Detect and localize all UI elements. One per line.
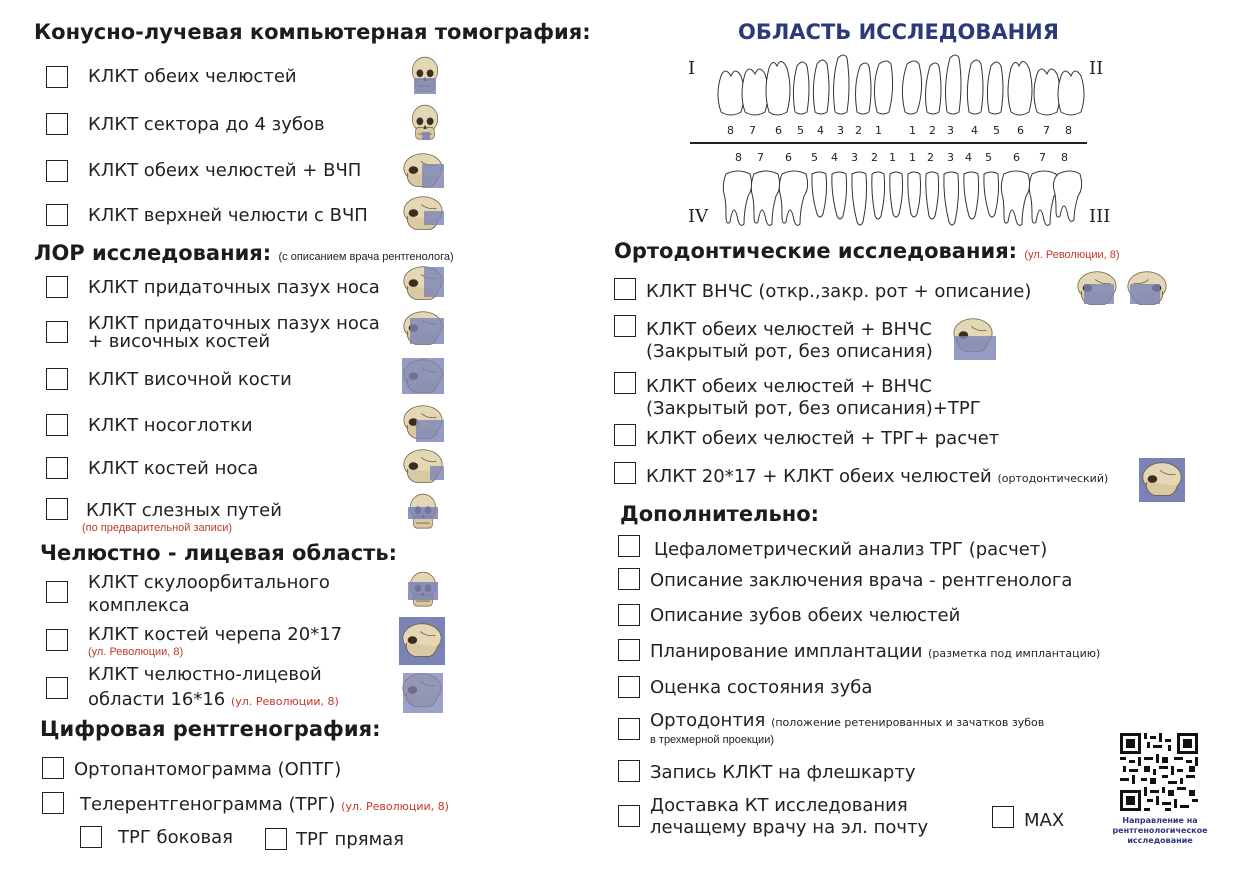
skull-side-icon [400, 263, 446, 305]
skull-side-icon [399, 667, 445, 715]
ent-title: ЛОР исследования: (с описанием врача рентгенолога) [34, 241, 454, 265]
checkbox-skull-bones[interactable] [46, 629, 68, 651]
tooth-31 [908, 172, 921, 217]
extra-item-4: Планирование имплантации (разметка под имплантацию) [650, 641, 1101, 662]
checkbox-ent-nasopharynx[interactable] [46, 414, 68, 436]
orth-note-1: (положение ретенированных и зачатков зубов [771, 716, 1045, 729]
checkbox-cbct-20x17-ortho[interactable] [614, 462, 636, 484]
extra-item-2: Описание заключения врача - рентгенолога [650, 570, 1073, 591]
skull-side-icon [400, 402, 446, 444]
ent-item-3: КЛКТ височной кости [88, 369, 292, 390]
skull-side-icon [400, 193, 446, 235]
tooth-11 [874, 61, 892, 114]
skull-side-icon [400, 446, 446, 488]
checkbox-teeth-description[interactable] [618, 604, 640, 626]
checkbox-tmj[interactable] [614, 278, 636, 300]
maxfac-item-3b: области 16*16 (ул. Революции, 8) [88, 689, 339, 710]
ent-item-1: КЛКТ придаточных пазух носа [88, 277, 380, 298]
extra-item-8b: лечащему врачу на эл. почту [650, 817, 929, 838]
ortho-title: Ортодонтические исследования: (ул. Революции, 8) [614, 239, 1120, 263]
maxfac-addr-2: (ул. Революции, 8) [231, 695, 339, 708]
checkbox-trg[interactable] [42, 792, 64, 814]
tooth-32 [926, 172, 939, 219]
skull-front-icon [408, 102, 442, 144]
ortho-addr: (ул. Революции, 8) [1024, 249, 1120, 261]
extra-item-5: Оценка состояния зуба [650, 677, 873, 698]
checkbox-ent-tear-ducts[interactable] [46, 498, 68, 520]
skull-side-icon [1074, 268, 1120, 310]
maxfac-addr-1: (ул. Революции, 8) [88, 646, 184, 658]
skull-side-icon [400, 356, 446, 398]
checkbox-both-jaws-tmj[interactable] [614, 315, 636, 337]
checkbox-trg-frontal[interactable] [265, 828, 287, 850]
tooth-42 [872, 172, 885, 219]
tooth-35 [984, 172, 999, 217]
tooth-21 [902, 61, 921, 114]
extra-item-6: Ортодонтия (положение ретенированных и зачатков зубов [650, 710, 1045, 731]
checkbox-cephalometric[interactable] [618, 535, 640, 557]
skull-side-icon [399, 617, 445, 665]
tooth-17 [742, 69, 768, 115]
xray-item-1: Ортопантомограмма (ОПТГ) [74, 759, 342, 780]
tooth-47 [751, 171, 779, 225]
tooth-13 [834, 55, 849, 114]
tooth-44 [832, 172, 847, 219]
tooth-18 [718, 71, 744, 115]
ortho-item-5: КЛКТ 20*17 + КЛКТ обеих челюстей (ортодонтический) [646, 466, 1109, 487]
qr-caption: Направление на рентгенологическое исследование [1112, 816, 1208, 845]
checkbox-cbct-both-jaws[interactable] [46, 66, 68, 88]
tooth-36 [1001, 171, 1029, 225]
tooth-15 [793, 62, 809, 114]
tooth-43 [852, 172, 867, 225]
tooth-45 [812, 172, 827, 217]
extra-title: Дополнительно: [620, 502, 820, 526]
quadrant-label-4: IV [688, 206, 709, 227]
xray-addr: (ул. Революции, 8) [341, 800, 449, 813]
tooth-12 [856, 63, 871, 114]
checkbox-zygo-orbital[interactable] [46, 581, 68, 603]
extra-item-7: Запись КЛКТ на флешкарту [650, 762, 916, 783]
cbct-item-4: КЛКТ верхней челюсти с ВЧП [88, 205, 368, 226]
cbct-item-1: КЛКТ обеих челюстей [88, 66, 297, 87]
tooth-46 [779, 171, 807, 225]
tooth-22 [926, 63, 941, 114]
checkbox-ent-temporal[interactable] [46, 368, 68, 390]
checkbox-implant-planning[interactable] [618, 639, 640, 661]
maxfac-title: Челюстно - лицевая область: [40, 541, 397, 565]
ent-item-4: КЛКТ носоглотки [88, 415, 253, 436]
tooth-28 [1058, 71, 1084, 115]
checkbox-both-jaws-trg-calc[interactable] [614, 424, 636, 446]
tooth-25 [987, 62, 1003, 114]
checkbox-maxillofacial[interactable] [46, 677, 68, 699]
impl-note: (разметка под имплантацию) [928, 647, 1101, 660]
maxfac-item-2: КЛКТ костей черепа 20*17 [88, 624, 343, 645]
ent-item-2a: КЛКТ придаточных пазух носа [88, 313, 380, 334]
skull-side-icon [950, 314, 996, 362]
quadrant-label-1: I [688, 58, 696, 79]
checkbox-radiologist-report[interactable] [618, 568, 640, 590]
xray-title: Цифровая рентгенография: [40, 717, 381, 741]
tooth-41 [890, 172, 903, 217]
lower-teeth-diagram[interactable] [722, 168, 1084, 232]
ent-item-5: КЛКТ костей носа [88, 458, 259, 479]
ortho-item-4: КЛКТ обеих челюстей + ТРГ+ расчет [646, 428, 1000, 449]
maxfac-item-3a: КЛКТ челюстно-лицевой [88, 664, 322, 685]
skull-front-icon [406, 491, 440, 533]
jaw-divider [690, 142, 1087, 144]
maxfac-item-1a: КЛКТ скулоорбитального [88, 572, 330, 593]
ent-tear-note: (по предварительной записи) [82, 522, 233, 534]
checkbox-max[interactable] [992, 806, 1014, 828]
checkbox-ent-sinuses[interactable] [46, 276, 68, 298]
quadrant-label-3: III [1089, 206, 1111, 227]
checkbox-ent-sinuses-temporal[interactable] [46, 321, 68, 343]
skull-front-icon [406, 568, 440, 612]
checkbox-opg[interactable] [42, 757, 64, 779]
xray-item-3: ТРГ боковая [118, 827, 234, 848]
checkbox-trg-lateral[interactable] [80, 826, 102, 848]
checkbox-cbct-upper-jaw-sinus[interactable] [46, 204, 68, 226]
checkbox-flash-record[interactable] [618, 760, 640, 782]
ent-note: (с описанием врача рентгенолога) [278, 251, 454, 263]
tooth-48 [723, 171, 751, 225]
qr-code-icon[interactable] [1120, 733, 1198, 811]
checkbox-tooth-assessment[interactable] [618, 676, 640, 698]
tooth-16 [766, 61, 790, 115]
tooth-14 [813, 60, 829, 114]
xray-item-2: Телерентгенограмма (ТРГ) (ул. Революции, 8) [80, 794, 449, 815]
ortho-item-3a: КЛКТ обеих челюстей + ВНЧС [646, 376, 932, 397]
skull-side-icon [1139, 458, 1185, 502]
ortho-item-3b: (Закрытый рот, без описания)+ТРГ [646, 398, 981, 419]
tooth-26 [1008, 61, 1032, 115]
ortho-item-2b: (Закрытый рот, без описания) [646, 341, 933, 362]
tooth-24 [967, 60, 983, 114]
tooth-33 [944, 172, 959, 225]
tooth-23 [946, 55, 961, 114]
cbct-title: Конусно-лучевая компьютерная томография: [34, 20, 591, 44]
skull-side-icon [400, 308, 446, 350]
area-title: ОБЛАСТЬ ИССЛЕДОВАНИЯ [738, 20, 1059, 44]
checkbox-email-delivery[interactable] [618, 805, 640, 827]
xray-item-4: ТРГ прямая [296, 829, 405, 850]
skull-side-icon [1124, 268, 1170, 310]
upper-teeth-diagram[interactable] [715, 52, 1087, 120]
skull-front-icon [408, 54, 442, 96]
checkbox-ent-nasal-bones[interactable] [46, 457, 68, 479]
extra-item-3: Описание зубов обеих челюстей [650, 605, 961, 626]
ent-item-6: КЛКТ слезных путей [86, 500, 282, 521]
extra-item-1: Цефалометрический анализ ТРГ (расчет) [654, 539, 1048, 560]
ent-item-2b: + височных костей [88, 331, 271, 352]
ortho-item-1: КЛКТ ВНЧС (откр.,закр. рот + описание) [646, 281, 1032, 302]
skull-side-icon [400, 150, 446, 192]
ortho-item-2a: КЛКТ обеих челюстей + ВНЧС [646, 319, 932, 340]
cbct-item-3: КЛКТ обеих челюстей + ВЧП [88, 160, 362, 181]
ortho-note: (ортодонтический) [997, 472, 1109, 485]
max-label: MAX [1024, 810, 1065, 831]
tooth-38 [1054, 171, 1082, 221]
maxfac-item-1b: комплекса [88, 595, 190, 616]
cbct-item-2: КЛКТ сектора до 4 зубов [88, 114, 325, 135]
orth-note-2: в трехмерной проекции) [650, 734, 774, 746]
quadrant-label-2: II [1089, 58, 1104, 79]
tooth-34 [964, 172, 979, 219]
checkbox-cbct-both-jaws-sinus[interactable] [46, 160, 68, 182]
extra-item-8a: Доставка КТ исследования [650, 795, 908, 816]
tooth-37 [1029, 171, 1057, 225]
checkbox-orthodontics[interactable] [618, 718, 640, 740]
checkbox-both-jaws-tmj-trg[interactable] [614, 372, 636, 394]
checkbox-cbct-sector[interactable] [46, 113, 68, 135]
tooth-27 [1034, 69, 1060, 115]
